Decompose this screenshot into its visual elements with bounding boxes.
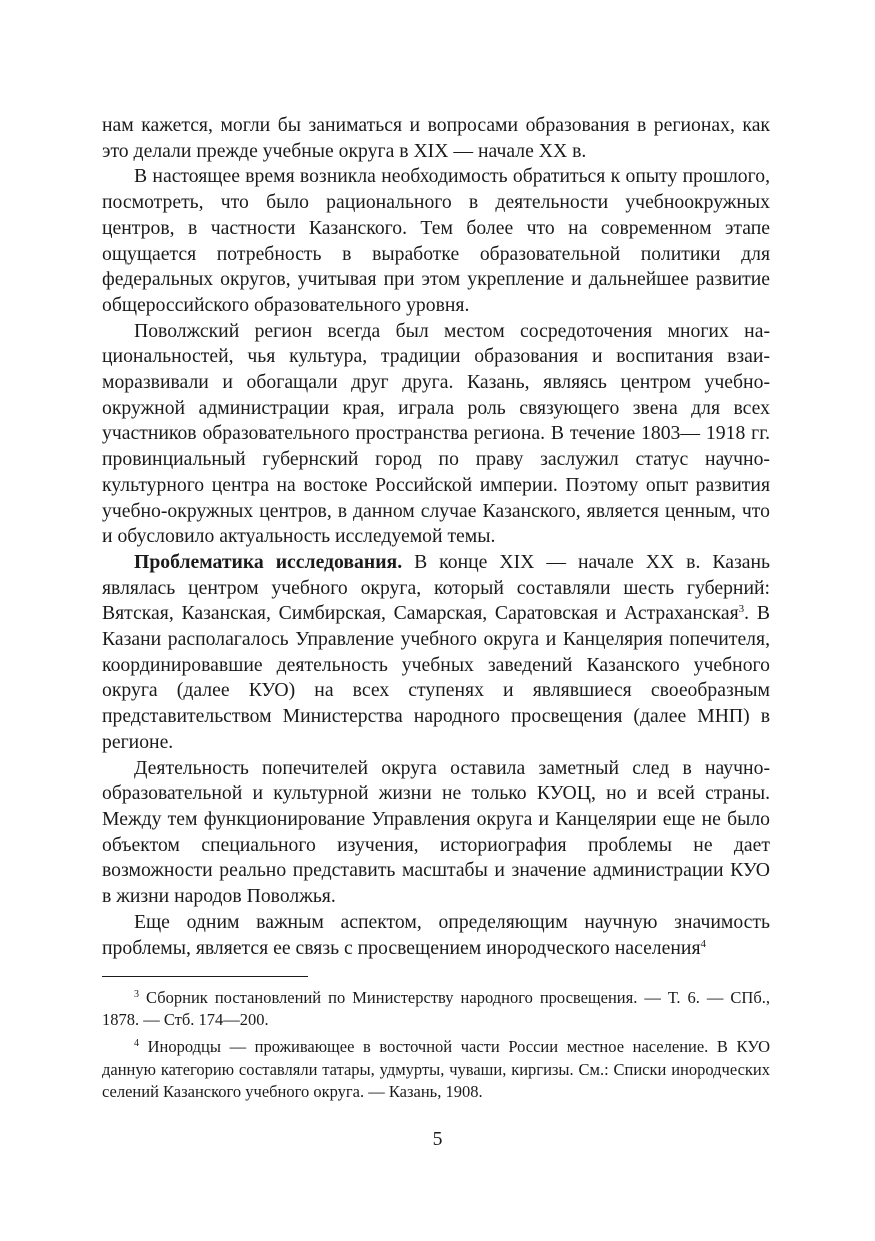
footnote-marker-4: 4 (134, 1038, 139, 1050)
footnote-marker-3: 3 (134, 989, 139, 1000)
main-text (102, 113, 770, 961)
paragraph-1: нам кажется, могли бы заниматься и вопросами образования в регионах, как это делали прежде учебные округа в XIX — начале XX в. (102, 114, 770, 162)
footnote-ref-3[interactable]: 3 (738, 603, 745, 616)
paragraph-4-text-b: . В Казани располагалось Управление учебного округа и Канцелярия попечителя, координировавшие деятельность учебных заведений Казанского учебного округа (далее КУО) на всех ступенях и являвшиеся своеобразным представительством Министерства народного просвещения (далее МНП) в регионе. (102, 602, 770, 753)
section-heading: Проблематика исследования. (134, 550, 403, 573)
paragraph-3: Поволжский регион всегда был местом сосредоточения многих национальностей, чья культура, традиции образования и воспитания взаиморазвивали и обогащали друг друга. Казань, являясь центром учебноокружной администрации края, играла роль связующего звена для всех участников образовательного пространства региона. В течение 1803— 1918 гг. провинциальный губернский город по праву заслужил статус научно-культурного центра на востоке Российской империи. Поэтому опыт развития учебно-окружных центров, в данном случае Казанского, является ценным, что и обусловило актуальность исследуемой темы. (102, 319, 770, 548)
footnote-3-text: Сборник постановлений по Министерству народного просвещения. — Т. 6. — СПб., 1878. — Стб. 174—200. (102, 988, 770, 1030)
paragraph-4 (102, 550, 770, 756)
footnote-separator (102, 976, 308, 977)
footnote-4-text: Инородцы — проживающее в восточной части России местное население. В КУО данную категорию составляли татары, удмурты, чуваши, киргизы. См.: Списки инородческих селений Казанского учебного округа. — Казань, 1908. (102, 1037, 770, 1101)
footnote-3 (102, 987, 770, 1031)
paragraph-4-text-a: В конце XIX — начале XX в. Казань являлась центром учебного округа, который составляли шесть губерний: Вятская, Казанская, Симбирская, Самарская, Саратовская и Астраханская (102, 550, 771, 625)
footnotes (102, 987, 770, 1108)
footnote-4 (102, 1036, 770, 1103)
paragraph-6 (102, 910, 770, 961)
paragraph-6-text: Еще одним важным аспектом, определяющим научную значимость проблемы, является ее связь с просвещением инородческого населения (102, 910, 770, 959)
paragraph-5: Деятельность попечителей округа оставила заметный след в научнообразовательной и культурной жизни не только КУОЦ, но и всей страны. Между тем функционирование Управления округа и Канцелярии еще не было объектом специального изучения, историография проблемы не дает возможности реально представить масштабы и значение администрации КУО в жизни народов Поволжья. (102, 756, 770, 908)
footnote-ref-4[interactable]: 4 (700, 937, 706, 950)
paragraph-2: В настоящее время возникла необходимость обратиться к опыту прошлого, посмотреть, что было рационального в деятельности учебноокружных центров, в частности Казанского. Тем более что на современном этапе ощущается потребность в выработке образовательной политики для федеральных округов, учитывая при этом укрепление и дальнейшее развитие общероссийского образовательного уровня. (102, 165, 770, 316)
page-number: 5 (432, 1128, 443, 1150)
